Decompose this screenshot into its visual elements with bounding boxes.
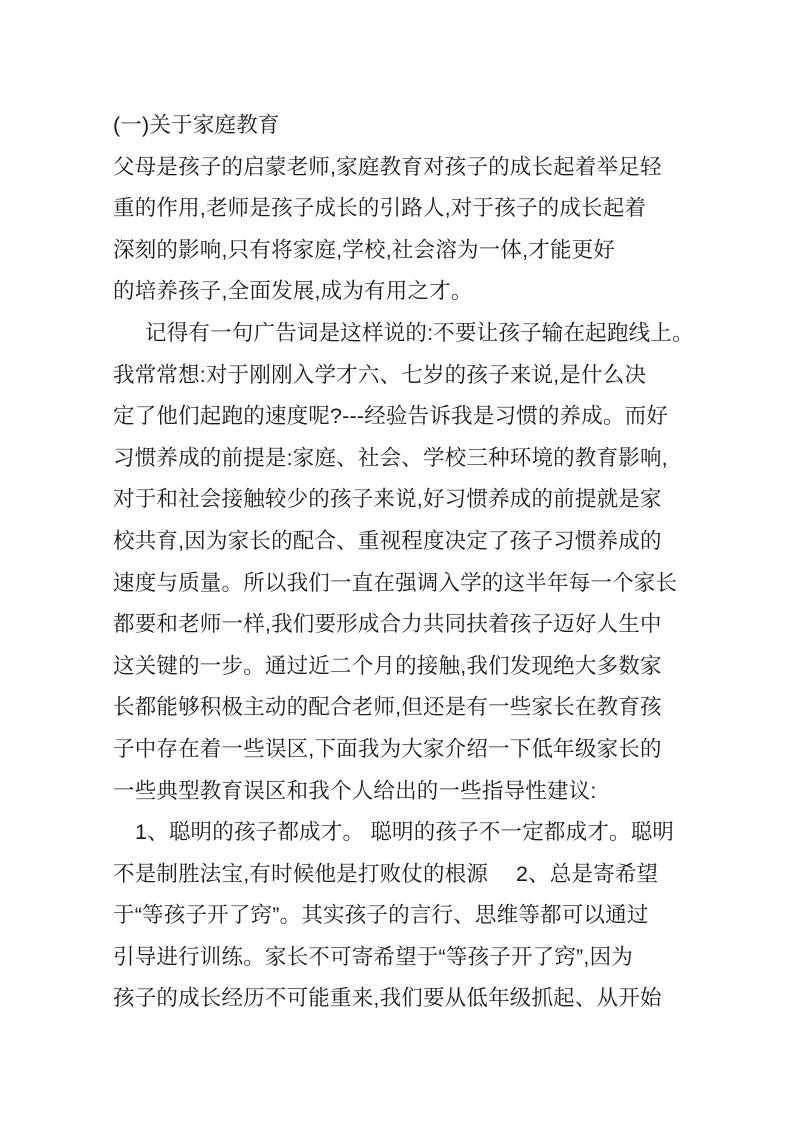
text-line: 习惯养成的前提是:家庭、社会、学校三种环境的教育影响, (113, 445, 668, 470)
text-line: 引导进行训练。家长不可寄希望于“等孩子开了窍”,因为 (113, 944, 633, 969)
text-line: 深刻的影响,只有将家庭,学校,社会溶为一体,才能更好 (113, 237, 616, 262)
text-line: 定了他们起跑的速度呢?---经验告诉我是习惯的养成。而好 (113, 404, 669, 429)
document-body (113, 105, 694, 1020)
text-line: 都要和老师一样,我们要形成合力共同扶着孩子迈好人生中 (113, 612, 662, 637)
text-line: 于“等孩子开了窍”。其实孩子的言行、思维等都可以通过 (113, 903, 649, 928)
text-line: 子中存在着一些误区,下面我为大家介绍一下低年级家长的 (113, 736, 662, 761)
text-line: 的培养孩子,全面发展,成为有用之才。 (113, 279, 473, 304)
text-line: 这关键的一步。通过近二个月的接触,我们发现绝大多数家 (113, 653, 662, 678)
section-heading: (一)关于家庭教育 (113, 113, 280, 137)
text-line: 校共育,因为家长的配合、重视程度决定了孩子习惯养成的 (113, 528, 662, 553)
text-line: 速度与质量。所以我们一直在强调入学的这半年每一个家长 (113, 570, 678, 595)
text-line: 长都能够积极主动的配合老师,但还是有一些家长在教育孩 (113, 695, 662, 720)
text-line: 对于和社会接触较少的孩子来说,好习惯养成的前提就是家 (113, 487, 662, 512)
text-line: 父母是孩子的启蒙老师,家庭教育对孩子的成长起着举足轻 (113, 154, 662, 179)
paragraphs-container (113, 147, 694, 1020)
text-line: 我常常想:对于刚刚入学才六、七岁的孩子来说,是什么决 (113, 362, 647, 387)
text-line: 不是制胜法宝,有时候他是打败仗的根源 2、总是寄希望 (113, 861, 659, 886)
text-line: 1、聪明的孩子都成才。 聪明的孩子不一定都成才。聪明 (135, 820, 675, 845)
text-line: 一些典型教育误区和我个人给出的一些指导性建议: (113, 778, 597, 803)
text-line: 孩子的成长经历不可能重来,我们要从低年级抓起、从开始 (113, 986, 662, 1011)
text-line: 记得有一句广告词是这样说的:不要让孩子输在起跑线上。 (145, 320, 694, 345)
text-line: 重的作用,老师是孩子成长的引路人,对于孩子的成长起着 (113, 196, 647, 221)
